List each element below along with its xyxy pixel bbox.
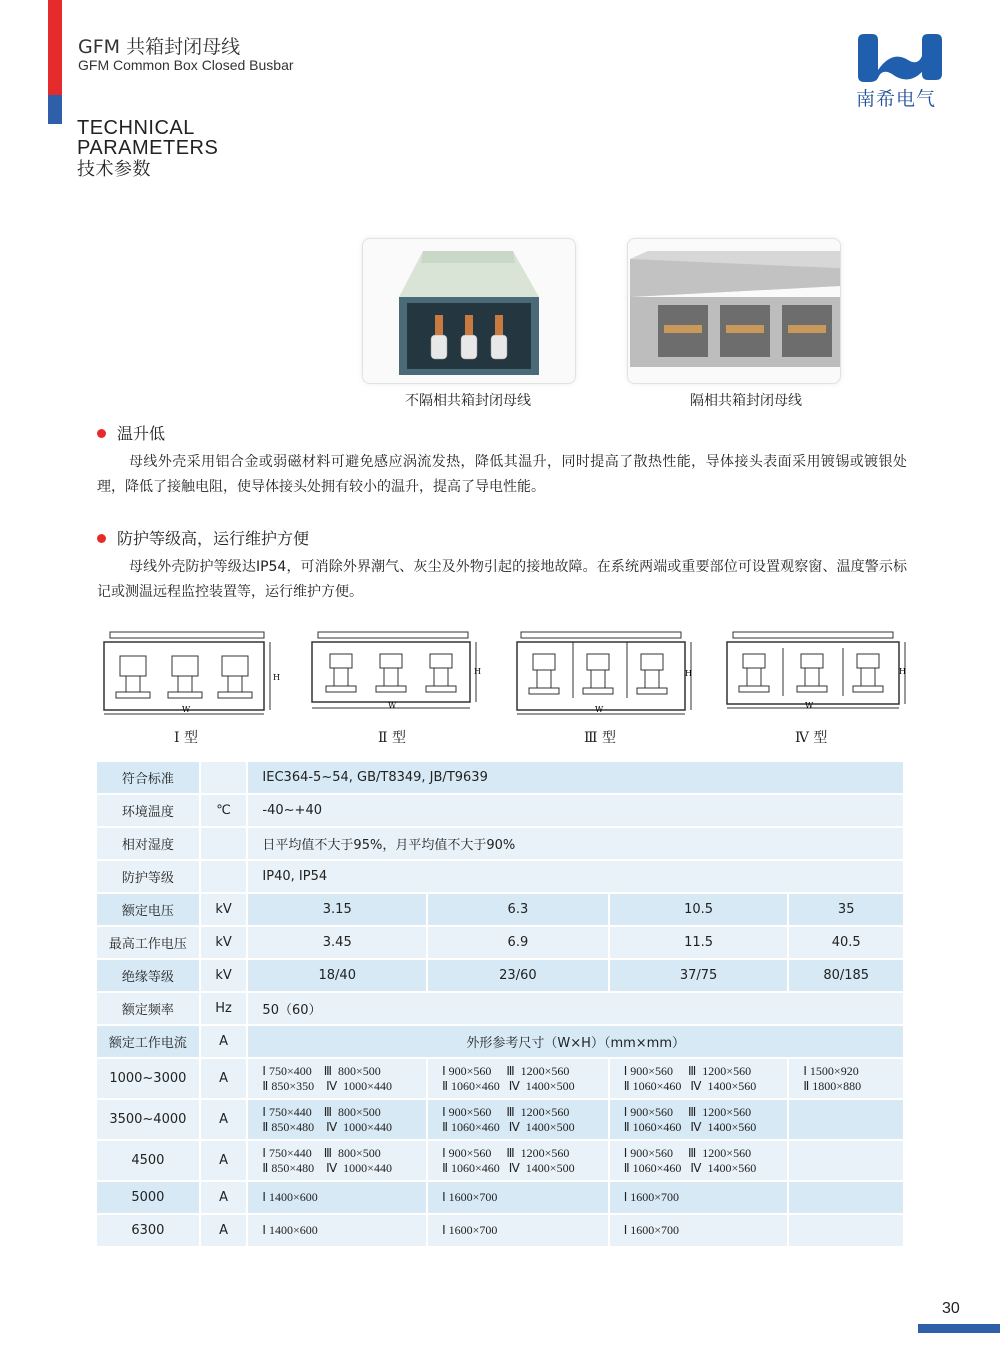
table-cell: Ⅰ 900×560 Ⅲ 1200×560 Ⅱ 1060×460 Ⅳ 1400×560 xyxy=(610,1059,790,1100)
table-row xyxy=(97,960,905,993)
table-cell: 23/60 xyxy=(428,960,610,993)
svg-text:W: W xyxy=(805,701,814,710)
section-heading-en-2: PARAMETERS xyxy=(77,137,219,159)
accent-bar-blue xyxy=(48,95,62,124)
accent-bar-red xyxy=(48,0,62,95)
table-row xyxy=(97,1141,905,1182)
table-cell: Ⅰ 1600×700 xyxy=(428,1215,610,1248)
row-unit xyxy=(201,762,249,795)
table-cell: Ⅰ 1600×700 xyxy=(610,1215,790,1248)
diagram-label-1: Ⅰ 型 xyxy=(174,730,198,746)
row-value: IP40, IP54 xyxy=(248,861,905,894)
row-label: 额定工作电流 xyxy=(97,1026,201,1059)
table-cell xyxy=(789,1182,905,1215)
row-label: 防护等级 xyxy=(97,861,201,894)
table-cell: Ⅰ 900×560 Ⅲ 1200×560 Ⅱ 1060×460 Ⅳ 1400×500 xyxy=(428,1059,610,1100)
svg-text:H: H xyxy=(685,669,692,678)
bullet-icon xyxy=(97,534,106,543)
feature-title-2: 防护等级高，运行维护方便 xyxy=(117,529,310,548)
row-label: 环境温度 xyxy=(97,795,201,828)
table-row xyxy=(97,861,905,894)
feature-text-1: 母线外壳采用铝合金或弱磁材料可避免感应涡流发热，降低其温升，同时提高了散热性能，导体接头表面采用镀锡或镀银处理，降低了接触电阻，使导体接头处拥有较小的温升，提高了导电性能。 xyxy=(97,454,907,495)
svg-text:H: H xyxy=(899,667,906,676)
table-cell: 37/75 xyxy=(610,960,790,993)
row-label: 6300 xyxy=(97,1215,201,1248)
row-value: IEC364-5~54, GB/T8349, JB/T9639 xyxy=(248,762,905,795)
section-heading-cn: 技术参数 xyxy=(77,159,151,180)
row-unit: Hz xyxy=(201,993,249,1026)
table-row xyxy=(97,993,905,1026)
row-label: 额定频率 xyxy=(97,993,201,1026)
row-value: 50（60） xyxy=(248,993,905,1026)
row-label: 4500 xyxy=(97,1141,201,1182)
table-row xyxy=(97,1215,905,1248)
table-cell: Ⅰ 1600×700 xyxy=(610,1182,790,1215)
table-cell: Ⅰ 1600×700 xyxy=(428,1182,610,1215)
diagram-label-2: Ⅱ 型 xyxy=(378,730,406,746)
table-cell: 10.5 xyxy=(610,894,790,927)
row-label: 绝缘等级 xyxy=(97,960,201,993)
table-row xyxy=(97,894,905,927)
table-cell: Ⅰ 1400×600 xyxy=(248,1215,428,1248)
table-cell: 6.9 xyxy=(428,927,610,960)
row-unit: kV xyxy=(201,960,249,993)
product-photo-segregated xyxy=(627,238,841,384)
row-label: 3500~4000 xyxy=(97,1100,201,1141)
diagram-type-1 xyxy=(102,628,280,718)
svg-text:W: W xyxy=(388,701,397,710)
table-cell: 3.15 xyxy=(248,894,428,927)
table-cell: Ⅰ 1400×600 xyxy=(248,1182,428,1215)
diagram-label-4: Ⅳ 型 xyxy=(795,730,828,746)
photo-caption-unsegregated: 不隔相共箱封闭母线 xyxy=(405,393,531,409)
svg-text:H: H xyxy=(273,673,280,682)
table-cell: 35 xyxy=(789,894,905,927)
feature-text-2: 母线外壳防护等级达IP54，可消除外界潮气、灰尘及外物引起的接地故障。在系统两端或重要部位可设置观察窗、温度警示标记或测温远程监控装置等，运行维护方便。 xyxy=(97,559,907,600)
table-cell: 3.45 xyxy=(248,927,428,960)
page-number: 30 xyxy=(942,1300,960,1317)
table-row xyxy=(97,1182,905,1215)
row-unit: A xyxy=(201,1026,249,1059)
bullet-icon xyxy=(97,429,106,438)
diagram-type-3 xyxy=(515,628,695,718)
row-unit: A xyxy=(201,1141,249,1182)
row-unit: A xyxy=(201,1100,249,1141)
table-row xyxy=(97,795,905,828)
row-label: 1000~3000 xyxy=(97,1059,201,1100)
row-unit xyxy=(201,861,249,894)
row-label: 5000 xyxy=(97,1182,201,1215)
diagram-label-3: Ⅲ 型 xyxy=(584,730,616,746)
table-row xyxy=(97,828,905,861)
svg-text:H: H xyxy=(474,667,481,676)
table-row xyxy=(97,1059,905,1100)
diagram-type-2 xyxy=(310,628,488,718)
table-cell: 18/40 xyxy=(248,960,428,993)
table-cell xyxy=(789,1215,905,1248)
row-unit: A xyxy=(201,1215,249,1248)
spec-table xyxy=(97,762,905,1248)
row-unit: A xyxy=(201,1182,249,1215)
table-row xyxy=(97,1100,905,1141)
table-row xyxy=(97,762,905,795)
table-cell: Ⅰ 750×440 Ⅲ 800×500 Ⅱ 850×480 Ⅳ 1000×440 xyxy=(248,1100,428,1141)
row-unit: kV xyxy=(201,927,249,960)
busbar-unsegregated-image xyxy=(363,239,575,383)
table-cell: 11.5 xyxy=(610,927,790,960)
table-row xyxy=(97,927,905,960)
row-label: 相对湿度 xyxy=(97,828,201,861)
table-cell xyxy=(789,1141,905,1182)
table-cell: Ⅰ 900×560 Ⅲ 1200×560 Ⅱ 1060×460 Ⅳ 1400×500 xyxy=(428,1141,610,1182)
diagram-type-4 xyxy=(725,628,910,718)
page-number-bar xyxy=(918,1324,1000,1333)
table-cell: 80/185 xyxy=(789,960,905,993)
row-unit: ℃ xyxy=(201,795,249,828)
row-label: 最高工作电压 xyxy=(97,927,201,960)
table-cell: 40.5 xyxy=(789,927,905,960)
table-cell: Ⅰ 750×400 Ⅲ 800×500 Ⅱ 850×350 Ⅳ 1000×440 xyxy=(248,1059,428,1100)
row-unit xyxy=(201,828,249,861)
row-unit: kV xyxy=(201,894,249,927)
row-unit: A xyxy=(201,1059,249,1100)
table-cell: Ⅰ 900×560 Ⅲ 1200×560 Ⅱ 1060×460 Ⅳ 1400×560 xyxy=(610,1141,790,1182)
row-value: 外形参考尺寸（W×H）（mm×mm） xyxy=(248,1026,905,1059)
busbar-segregated-image xyxy=(628,239,841,383)
table-cell: Ⅰ 1500×920 Ⅱ 1800×880 xyxy=(789,1059,905,1100)
page-title: GFM 共箱封闭母线 xyxy=(78,36,241,58)
table-cell: Ⅰ 900×560 Ⅲ 1200×560 Ⅱ 1060×460 Ⅳ 1400×500 xyxy=(428,1100,610,1141)
page-subtitle: GFM Common Box Closed Busbar xyxy=(78,57,294,73)
section-heading-en-1: TECHNICAL xyxy=(77,117,195,139)
svg-text:W: W xyxy=(182,705,191,714)
svg-text:W: W xyxy=(595,705,604,714)
table-row xyxy=(97,1026,905,1059)
table-cell: 6.3 xyxy=(428,894,610,927)
row-label: 额定电压 xyxy=(97,894,201,927)
row-value: 日平均值不大于95%，月平均值不大于90% xyxy=(248,828,905,861)
section-heading xyxy=(77,118,218,180)
feature-title-1: 温升低 xyxy=(117,424,166,443)
table-cell: Ⅰ 900×560 Ⅲ 1200×560 Ⅱ 1060×460 Ⅳ 1400×560 xyxy=(610,1100,790,1141)
brand-name: 南希电气 xyxy=(856,88,937,110)
row-value: -40~+40 xyxy=(248,795,905,828)
table-cell: Ⅰ 750×440 Ⅲ 800×500 Ⅱ 850×480 Ⅳ 1000×440 xyxy=(248,1141,428,1182)
product-photo-unsegregated xyxy=(362,238,576,384)
photo-caption-segregated: 隔相共箱封闭母线 xyxy=(690,393,802,409)
table-cell xyxy=(789,1100,905,1141)
row-label: 符合标准 xyxy=(97,762,201,795)
